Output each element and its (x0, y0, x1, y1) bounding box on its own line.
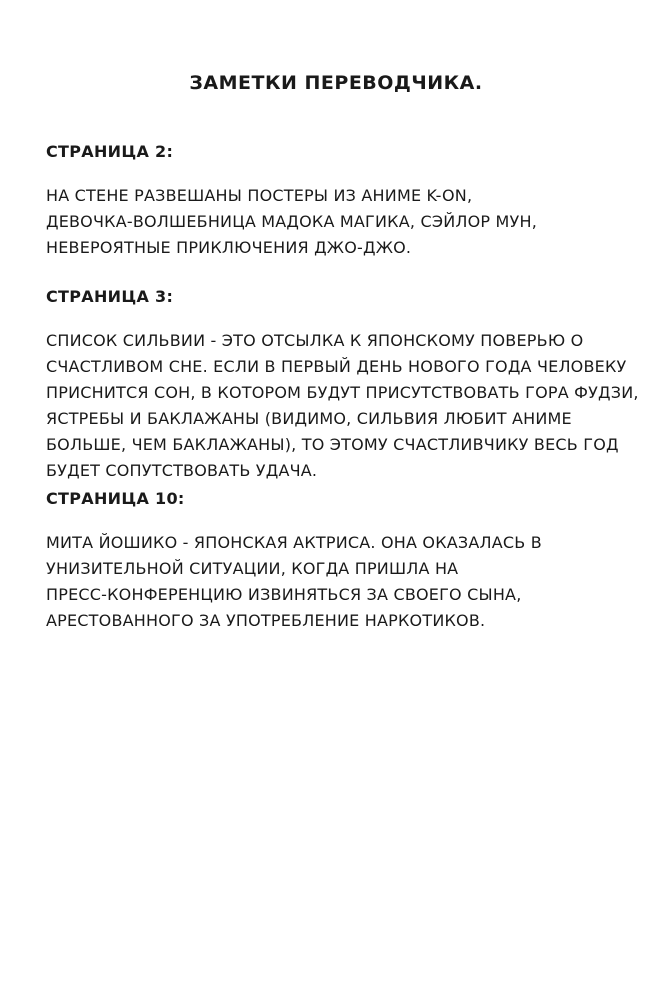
text-line: СПИСОК СИЛЬВИИ - ЭТО ОТСЫЛКА К ЯПОНСКОМУ ПОВЕРЬЮ О (46, 331, 584, 350)
section-body (46, 530, 636, 634)
section-heading: СТРАНИЦА 2: (46, 142, 174, 161)
note-section-page-10 (46, 489, 636, 634)
text-line: СЧАСТЛИВОМ СНЕ. ЕСЛИ В ПЕРВЫЙ ДЕНЬ НОВОГО ГОДА ЧЕЛОВЕКУ (46, 357, 627, 376)
note-section-page-2 (46, 142, 636, 261)
text-line: ПРИСНИТСЯ СОН, В КОТОРОМ БУДУТ ПРИСУТСТВОВАТЬ ГОРА ФУДЗИ, (46, 383, 639, 402)
text-line: БОЛЬШЕ, ЧЕМ БАКЛАЖАНЫ), ТО ЭТОМУ СЧАСТЛИВЧИКУ ВЕСЬ ГОД (46, 435, 619, 454)
section-heading: СТРАНИЦА 10: (46, 489, 185, 508)
text-line: БУДЕТ СОПУТСТВОВАТЬ УДАЧА. (46, 461, 318, 480)
text-line: ДЕВОЧКА-ВОЛШЕБНИЦА МАДОКА МАГИКА, СЭЙЛОР МУН, (46, 212, 538, 231)
text-line: НА СТЕНЕ РАЗВЕШАНЫ ПОСТЕРЫ ИЗ АНИМЕ K-ON, (46, 186, 473, 205)
text-line: АРЕСТОВАННОГО ЗА УПОТРЕБЛЕНИЕ НАРКОТИКОВ. (46, 611, 486, 630)
page-title: ЗАМЕТКИ ПЕРЕВОДЧИКА. (189, 72, 483, 94)
section-body (46, 183, 636, 261)
section-heading: СТРАНИЦА 3: (46, 287, 174, 306)
note-section-page-3 (46, 287, 639, 484)
text-line: ЯСТРЕБЫ И БАКЛАЖАНЫ (ВИДИМО, СИЛЬВИЯ ЛЮБИТ АНИМЕ (46, 409, 572, 428)
text-line: НЕВЕРОЯТНЫЕ ПРИКЛЮЧЕНИЯ ДЖО-ДЖО. (46, 238, 412, 257)
text-line: УНИЗИТЕЛЬНОЙ СИТУАЦИИ, КОГДА ПРИШЛА НА (46, 559, 459, 578)
section-body (46, 328, 639, 484)
text-line: МИТА ЙОШИКО - ЯПОНСКАЯ АКТРИСА. ОНА ОКАЗАЛАСЬ В (46, 533, 542, 552)
text-line: ПРЕСС-КОНФЕРЕНЦИЮ ИЗВИНЯТЬСЯ ЗА СВОЕГО СЫНА, (46, 585, 522, 604)
